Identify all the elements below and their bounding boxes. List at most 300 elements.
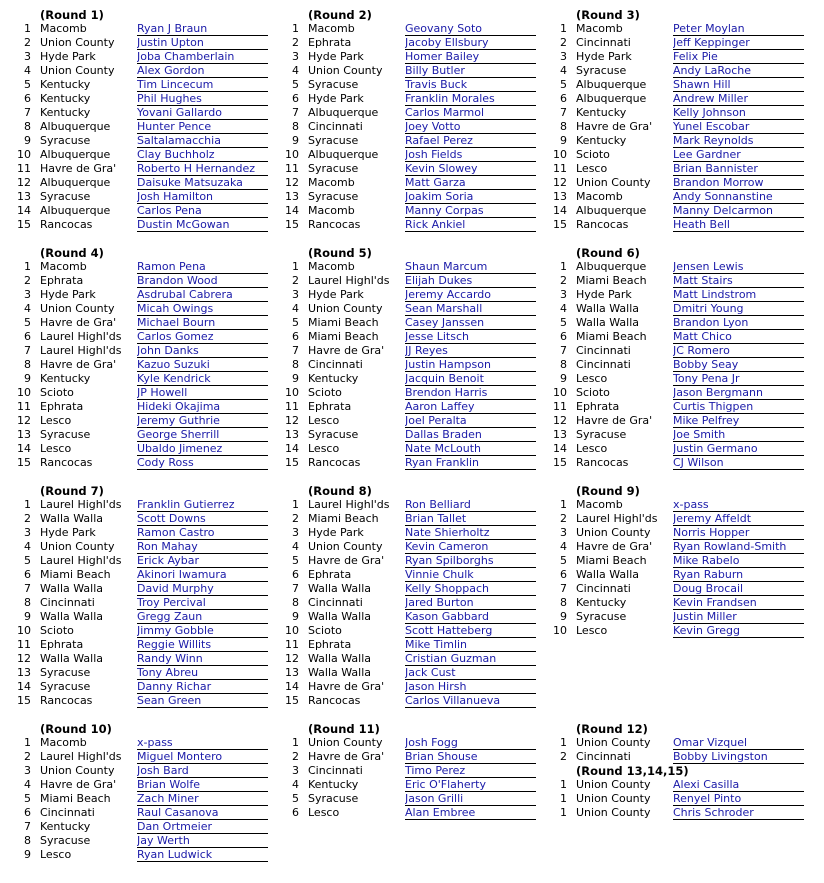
pick-number: 8 [24,120,31,133]
pick-row [0,148,268,162]
pick-number: 12 [285,652,299,665]
player-link[interactable]: Danny Richar [137,680,268,694]
player-link[interactable]: Asdrubal Cabrera [137,288,268,302]
player-link[interactable]: Timo Perez [405,764,536,778]
pick-row [268,358,536,372]
pick-row [536,372,804,386]
player-link[interactable]: Miguel Montero [137,750,268,764]
team-name: Cincinnati [576,750,631,763]
team-name: Union County [576,736,651,749]
player-link[interactable]: Akinori Iwamura [137,568,268,582]
team-name: Kentucky [308,778,359,791]
team-name: Scioto [308,624,342,637]
player-link[interactable]: CJ Wilson [673,456,804,470]
player-link[interactable]: Scott Downs [137,512,268,526]
team-name: Cincinnati [40,806,95,819]
player-link[interactable]: Renyel Pinto [673,792,804,806]
player-link[interactable]: David Murphy [137,582,268,596]
pick-number: 9 [560,134,567,147]
player-link[interactable]: Micah Owings [137,302,268,316]
player-link[interactable]: Matt Chico [673,330,804,344]
pick-row [0,22,268,36]
player-link[interactable]: Cody Ross [137,456,268,470]
player-link[interactable]: Vinnie Chulk [405,568,536,582]
team-name: Walla Walla [40,512,104,525]
player-link[interactable]: Kevin Frandsen [673,596,804,610]
player-link[interactable]: Brian Tallet [405,512,536,526]
player-link[interactable]: Rick Ankiel [405,218,536,232]
pick-number: 15 [17,218,31,231]
player-link[interactable]: Geovany Soto [405,22,536,36]
pick-number: 7 [24,106,31,119]
pick-number: 8 [560,120,567,133]
pick-row [0,316,268,330]
player-link[interactable]: Shaun Marcum [405,260,536,274]
pick-row [0,78,268,92]
player-link[interactable]: JJ Reyes [405,344,536,358]
pick-row [0,120,268,134]
team-name: Walla Walla [308,610,372,623]
pick-row [536,582,804,596]
player-link[interactable]: Lee Gardner [673,148,804,162]
team-name: Hyde Park [308,92,364,105]
pick-row [268,372,536,386]
player-link[interactable]: Joba Chamberlain [137,50,268,64]
player-link[interactable]: Shawn Hill [673,78,804,92]
player-link[interactable]: Carlos Marmol [405,106,536,120]
team-name: Union County [40,302,115,315]
pick-number: 3 [292,50,299,63]
pick-row [536,302,804,316]
player-link[interactable]: Jason Hirsh [405,680,536,694]
player-link[interactable]: Hunter Pence [137,120,268,134]
team-name: Syracuse [40,134,91,147]
team-name: Macomb [308,22,355,35]
pick-row [0,652,268,666]
pick-row [536,610,804,624]
player-link[interactable]: Roberto H Hernandez [137,162,268,176]
pick-number: 4 [24,778,31,791]
player-link[interactable]: Jeremy Affeldt [673,512,804,526]
player-link[interactable]: Kazuo Suzuki [137,358,268,372]
player-link[interactable]: Cristian Guzman [405,652,536,666]
team-name: Union County [40,764,115,777]
pick-row [268,568,536,582]
pick-row [268,400,536,414]
player-link[interactable]: Chris Schroder [673,806,804,820]
player-link[interactable]: Omar Vizquel [673,736,804,750]
team-name: Cincinnati [308,764,363,777]
pick-number: 13 [285,190,299,203]
pick-number: 6 [292,806,299,819]
pick-row [0,624,268,638]
player-link[interactable]: Manny Corpas [405,204,536,218]
player-link[interactable]: Joe Smith [673,428,804,442]
player-link[interactable]: Phil Hughes [137,92,268,106]
team-name: Macomb [40,736,87,749]
player-link[interactable]: Clay Buchholz [137,148,268,162]
player-link[interactable]: Kevin Cameron [405,540,536,554]
player-link[interactable]: Bobby Livingston [673,750,804,764]
player-link[interactable]: Daisuke Matsuzaka [137,176,268,190]
player-link[interactable]: Ryan Raburn [673,568,804,582]
player-link[interactable]: Jason Bergmann [673,386,804,400]
player-link[interactable]: Josh Bard [137,764,268,778]
player-link[interactable]: Dan Ortmeier [137,820,268,834]
player-link[interactable]: Ryan Rowland-Smith [673,540,804,554]
pick-row [536,512,804,526]
pick-row [536,316,804,330]
pick-row [268,218,536,232]
team-name: Miami Beach [576,554,647,567]
pick-row [0,358,268,372]
team-name: Syracuse [40,666,91,679]
pick-row [0,736,268,750]
player-link[interactable]: Josh Fields [405,148,536,162]
player-link[interactable]: Casey Janssen [405,316,536,330]
player-link[interactable]: Alex Gordon [137,64,268,78]
player-link[interactable]: Mike Timlin [405,638,536,652]
pick-row [0,162,268,176]
pick-number: 2 [560,512,567,525]
team-name: Albuquerque [576,78,647,91]
pick-number: 2 [560,36,567,49]
team-name: Albuquerque [308,106,379,119]
team-name: Hyde Park [576,288,632,301]
player-link[interactable]: Jeremy Guthrie [137,414,268,428]
team-name: Syracuse [308,190,359,203]
pick-row [0,638,268,652]
player-link[interactable]: Gregg Zaun [137,610,268,624]
player-link[interactable]: Jacquin Benoit [405,372,536,386]
player-link[interactable]: Yunel Escobar [673,120,804,134]
player-link[interactable]: Troy Percival [137,596,268,610]
player-link[interactable]: Mike Rabelo [673,554,804,568]
pick-row [0,50,268,64]
team-name: Scioto [576,386,610,399]
pick-number: 12 [553,414,567,427]
pick-row [268,148,536,162]
player-link[interactable]: Heath Bell [673,218,804,232]
player-link[interactable]: Raul Casanova [137,806,268,820]
pick-row [268,778,536,792]
player-link[interactable]: Kyle Kendrick [137,372,268,386]
pick-number: 5 [24,792,31,805]
round-title: (Round 10) [40,722,112,736]
player-link[interactable]: Bobby Seay [673,358,804,372]
player-link[interactable]: Andrew Miller [673,92,804,106]
player-link[interactable]: Ramon Castro [137,526,268,540]
player-link[interactable]: Alexi Casilla [673,778,804,792]
player-link[interactable]: Elijah Dukes [405,274,536,288]
pick-number: 2 [292,512,299,525]
player-link[interactable]: Joel Peralta [405,414,536,428]
pick-number: 7 [24,344,31,357]
player-link[interactable]: Justin Germano [673,442,804,456]
player-link[interactable]: Jack Cust [405,666,536,680]
team-name: Syracuse [308,78,359,91]
pick-number: 9 [292,134,299,147]
pick-number: 12 [17,652,31,665]
player-link[interactable]: Homer Bailey [405,50,536,64]
player-link[interactable]: Kelly Johnson [673,106,804,120]
team-name: Rancocas [308,218,361,231]
player-link[interactable]: Nate McLouth [405,442,536,456]
player-link[interactable]: Matt Lindstrom [673,288,804,302]
player-link[interactable]: John Danks [137,344,268,358]
pick-row [0,344,268,358]
player-link[interactable]: Jay Werth [137,834,268,848]
player-link[interactable]: Mark Reynolds [673,134,804,148]
player-link[interactable]: Curtis Thigpen [673,400,804,414]
team-name: Kentucky [40,92,91,105]
pick-row [0,694,268,708]
pick-row [0,428,268,442]
player-link[interactable]: Reggie Willits [137,638,268,652]
player-link[interactable]: Ron Mahay [137,540,268,554]
pick-row [536,428,804,442]
player-link[interactable]: Hideki Okajima [137,400,268,414]
pick-number: 4 [24,540,31,553]
pick-row [536,750,804,764]
pick-number: 10 [17,148,31,161]
player-link[interactable]: Scott Hatteberg [405,624,536,638]
team-name: Lesco [576,624,608,637]
pick-row [268,64,536,78]
player-link[interactable]: Kelly Shoppach [405,582,536,596]
player-link[interactable]: Carlos Villanueva [405,694,536,708]
player-link[interactable]: Alan Embree [405,806,536,820]
player-link[interactable]: Dallas Braden [405,428,536,442]
player-link[interactable]: JP Howell [137,386,268,400]
round-title: (Round 7) [40,484,104,498]
team-name: Rancocas [576,456,629,469]
player-link[interactable]: Tony Pena Jr [673,372,804,386]
player-link[interactable]: Norris Hopper [673,526,804,540]
pick-number: 3 [292,288,299,301]
pick-number: 2 [292,36,299,49]
pick-row [268,176,536,190]
player-link[interactable]: Saltalamacchia [137,134,268,148]
pick-number: 6 [292,568,299,581]
pick-number: 7 [292,344,299,357]
round-title: (Round 8) [308,484,372,498]
player-link[interactable]: Randy Winn [137,652,268,666]
player-link[interactable]: Joey Votto [405,120,536,134]
team-name: Albuquerque [40,176,111,189]
team-name: Syracuse [308,134,359,147]
player-link[interactable]: Travis Buck [405,78,536,92]
player-link[interactable]: Jensen Lewis [673,260,804,274]
team-name: Scioto [40,386,74,399]
team-name: Havre de Gra' [308,750,385,763]
team-name: Albuquerque [576,92,647,105]
player-link[interactable]: Tim Lincecum [137,78,268,92]
team-name: Lesco [308,806,340,819]
pick-row [0,274,268,288]
team-name: Albuquerque [308,148,379,161]
pick-number: 3 [292,526,299,539]
pick-row [536,498,804,512]
pick-row [0,610,268,624]
player-link[interactable]: Brandon Morrow [673,176,804,190]
player-link[interactable]: Matt Stairs [673,274,804,288]
player-link[interactable]: Joakim Soria [405,190,536,204]
pick-number: 8 [560,596,567,609]
player-link[interactable]: Ryan Ludwick [137,848,268,862]
player-link[interactable]: Brian Wolfe [137,778,268,792]
player-link[interactable]: Brian Bannister [673,162,804,176]
player-link[interactable]: Tony Abreu [137,666,268,680]
team-name: Union County [308,736,383,749]
player-link[interactable]: Eric O'Flaherty [405,778,536,792]
pick-number: 6 [292,92,299,105]
team-name: Havre de Gra' [576,540,653,553]
player-link[interactable]: Josh Fogg [405,736,536,750]
pick-number: 10 [17,624,31,637]
player-link[interactable]: Mike Pelfrey [673,414,804,428]
player-link[interactable]: Aaron Laffey [405,400,536,414]
player-link[interactable]: Jeff Keppinger [673,36,804,50]
team-name: Macomb [40,260,87,273]
player-link[interactable]: x-pass [673,498,804,512]
round-title: (Round 11) [308,722,380,736]
team-name: Kentucky [576,134,627,147]
player-link[interactable]: x-pass [137,736,268,750]
round-title: (Round 4) [40,246,104,260]
player-link[interactable]: JC Romero [673,344,804,358]
player-link[interactable]: Billy Butler [405,64,536,78]
player-link[interactable]: Andy LaRoche [673,64,804,78]
pick-number: 9 [292,610,299,623]
player-link[interactable]: Nate Shierholtz [405,526,536,540]
pick-row [268,386,536,400]
pick-number: 1 [292,22,299,35]
player-link[interactable]: Kevin Gregg [673,624,804,638]
player-link[interactable]: Yovani Gallardo [137,106,268,120]
team-name: Albuquerque [576,204,647,217]
pick-number: 9 [24,134,31,147]
pick-number: 5 [24,316,31,329]
player-link[interactable]: Justin Upton [137,36,268,50]
pick-row [268,120,536,134]
pick-number: 8 [24,834,31,847]
team-name: Albuquerque [576,260,647,273]
pick-row [0,442,268,456]
team-name: Union County [576,778,651,791]
player-link[interactable]: Doug Brocail [673,582,804,596]
player-link[interactable]: Sean Green [137,694,268,708]
pick-number: 8 [292,596,299,609]
player-link[interactable]: Kason Gabbard [405,610,536,624]
player-link[interactable]: Jeremy Accardo [405,288,536,302]
pick-row [0,386,268,400]
player-link[interactable]: Ron Belliard [405,498,536,512]
pick-number: 9 [24,610,31,623]
player-link[interactable]: Jason Grilli [405,792,536,806]
pick-row [536,526,804,540]
pick-number: 6 [24,92,31,105]
team-name: Cincinnati [308,358,363,371]
player-link[interactable]: Peter Moylan [673,22,804,36]
team-name: Hyde Park [40,526,96,539]
player-link[interactable]: Ubaldo Jimenez [137,442,268,456]
player-link[interactable]: Brian Shouse [405,750,536,764]
player-link[interactable]: Justin Hampson [405,358,536,372]
player-link[interactable]: Michael Bourn [137,316,268,330]
player-link[interactable]: Jimmy Gobble [137,624,268,638]
team-name: Kentucky [576,596,627,609]
team-name: Syracuse [40,834,91,847]
player-link[interactable]: Dmitri Young [673,302,804,316]
player-link[interactable]: George Sherrill [137,428,268,442]
player-link[interactable]: Felix Pie [673,50,804,64]
team-name: Laurel Highl'ds [40,554,122,567]
player-link[interactable]: Manny Delcarmon [673,204,804,218]
team-name: Walla Walla [576,316,640,329]
pick-number: 4 [292,64,299,77]
pick-row [268,582,536,596]
team-name: Kentucky [40,820,91,833]
player-link[interactable]: Dustin McGowan [137,218,268,232]
player-link[interactable]: Brendon Harris [405,386,536,400]
player-link[interactable]: Brandon Lyon [673,316,804,330]
pick-number: 10 [553,624,567,637]
team-name: Cincinnati [40,596,95,609]
pick-row [0,582,268,596]
player-link[interactable]: Erick Aybar [137,554,268,568]
team-name: Macomb [576,498,623,511]
player-link[interactable]: Josh Hamilton [137,190,268,204]
team-name: Laurel Highl'ds [40,498,122,511]
pick-number: 6 [24,568,31,581]
team-name: Hyde Park [40,288,96,301]
player-link[interactable]: Ryan Franklin [405,456,536,470]
round-title: (Round 2) [308,8,372,22]
pick-number: 1 [560,22,567,35]
player-link[interactable]: Franklin Gutierrez [137,498,268,512]
pick-number: 2 [24,36,31,49]
player-link[interactable]: Jacoby Ellsbury [405,36,536,50]
player-link[interactable]: Ryan J Braun [137,22,268,36]
pick-row [536,36,804,50]
player-link[interactable]: Franklin Morales [405,92,536,106]
player-link[interactable]: Jesse Litsch [405,330,536,344]
pick-row [0,64,268,78]
pick-row [536,106,804,120]
player-link[interactable]: Justin Miller [673,610,804,624]
pick-row [0,400,268,414]
player-link[interactable]: Andy Sonnanstine [673,190,804,204]
player-link[interactable]: Jared Burton [405,596,536,610]
pick-number: 9 [292,372,299,385]
pick-number: 10 [553,386,567,399]
player-link[interactable]: Carlos Pena [137,204,268,218]
player-link[interactable]: Ramon Pena [137,260,268,274]
team-name: Walla Walla [308,652,372,665]
player-link[interactable]: Matt Garza [405,176,536,190]
player-link[interactable]: Kevin Slowey [405,162,536,176]
pick-row [0,680,268,694]
player-link[interactable]: Sean Marshall [405,302,536,316]
player-link[interactable]: Carlos Gomez [137,330,268,344]
pick-number: 3 [560,288,567,301]
player-link[interactable]: Zach Miner [137,792,268,806]
pick-number: 14 [553,442,567,455]
player-link[interactable]: Brandon Wood [137,274,268,288]
player-link[interactable]: Rafael Perez [405,134,536,148]
player-link[interactable]: Ryan Spilborghs [405,554,536,568]
